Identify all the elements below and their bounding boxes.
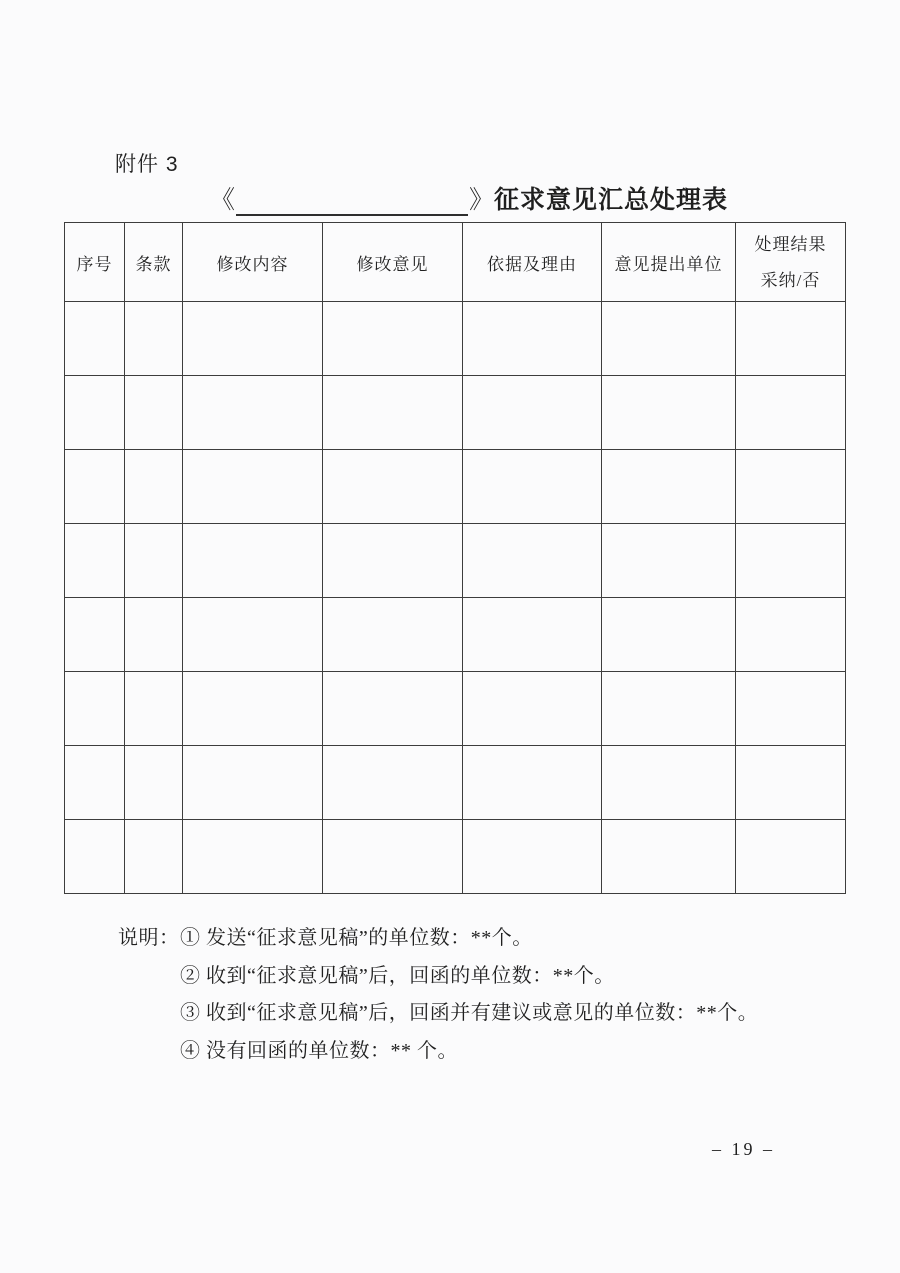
empty-cell xyxy=(125,672,183,746)
empty-cell xyxy=(65,302,125,376)
empty-cell xyxy=(463,820,602,894)
empty-cell xyxy=(65,820,125,894)
empty-cell xyxy=(602,672,736,746)
empty-cell xyxy=(183,598,323,672)
table-row xyxy=(65,450,846,524)
empty-cell xyxy=(183,302,323,376)
empty-cell xyxy=(125,524,183,598)
empty-cell xyxy=(463,746,602,820)
page-number: – 19 – xyxy=(712,1139,775,1159)
attachment-label: 附件 3 xyxy=(115,153,179,176)
header-processing-result xyxy=(736,223,846,302)
empty-cell xyxy=(736,376,846,450)
empty-cell xyxy=(463,598,602,672)
empty-cell xyxy=(463,672,602,746)
header-modification-opinion: 修改意见 xyxy=(323,223,463,302)
header-serial-number: 序号 xyxy=(65,223,125,302)
empty-cell xyxy=(323,524,463,598)
empty-cell xyxy=(125,598,183,672)
empty-cell xyxy=(183,746,323,820)
empty-cell xyxy=(323,820,463,894)
notes-label: 说明： xyxy=(118,927,180,949)
header-proposing-unit: 意见提出单位 xyxy=(602,223,736,302)
header-processing-result-line2: 采纳/否 xyxy=(760,270,821,290)
header-basis-reason: 依据及理由 xyxy=(463,223,602,302)
empty-cell xyxy=(463,524,602,598)
empty-cell xyxy=(125,302,183,376)
note-text: ④ 没有回函的单位数：** 个。 xyxy=(180,1039,458,1062)
empty-cell xyxy=(323,598,463,672)
empty-cell xyxy=(602,302,736,376)
note-line xyxy=(118,996,758,1034)
empty-cell xyxy=(65,524,125,598)
document-title xyxy=(210,186,728,216)
empty-cell xyxy=(125,376,183,450)
comment-summary-table xyxy=(64,222,846,894)
empty-cell xyxy=(736,524,846,598)
empty-cell xyxy=(65,672,125,746)
empty-cell xyxy=(323,376,463,450)
empty-cell xyxy=(65,598,125,672)
title-close-bracket: 》 xyxy=(469,187,495,214)
table-row xyxy=(65,302,846,376)
note-text: ② 收到“征求意见稿”后，回函的单位数：**个。 xyxy=(180,964,615,987)
empty-cell xyxy=(125,450,183,524)
note-line xyxy=(118,959,758,997)
note-text: ③ 收到“征求意见稿”后，回函并有建议或意见的单位数：**个。 xyxy=(180,1002,759,1024)
empty-cell xyxy=(736,672,846,746)
header-modified-content: 修改内容 xyxy=(183,223,323,302)
table-body xyxy=(65,302,846,894)
empty-cell xyxy=(736,302,846,376)
empty-cell xyxy=(183,672,323,746)
table-row xyxy=(65,376,846,450)
empty-cell xyxy=(65,450,125,524)
note-line xyxy=(118,1034,758,1072)
table-row xyxy=(65,598,846,672)
empty-cell xyxy=(125,746,183,820)
empty-cell xyxy=(65,376,125,450)
note-text: ① 发送“征求意见稿”的单位数：**个。 xyxy=(180,927,533,949)
title-text: 征求意见汇总处理表 xyxy=(494,187,729,214)
notes-block xyxy=(118,921,758,1071)
empty-cell xyxy=(736,746,846,820)
table-header-row xyxy=(65,223,846,302)
empty-cell xyxy=(183,376,323,450)
empty-cell xyxy=(65,746,125,820)
table-row xyxy=(65,672,846,746)
empty-cell xyxy=(736,598,846,672)
empty-cell xyxy=(736,450,846,524)
empty-cell xyxy=(602,376,736,450)
empty-cell xyxy=(463,302,602,376)
table-row xyxy=(65,746,846,820)
empty-cell xyxy=(736,820,846,894)
empty-cell xyxy=(323,450,463,524)
title-blank-underline xyxy=(236,189,468,216)
empty-cell xyxy=(602,598,736,672)
empty-cell xyxy=(602,746,736,820)
empty-cell xyxy=(602,450,736,524)
empty-cell xyxy=(183,450,323,524)
empty-cell xyxy=(602,820,736,894)
table-row xyxy=(65,524,846,598)
header-clause: 条款 xyxy=(125,223,183,302)
title-open-bracket: 《 xyxy=(210,187,236,214)
empty-cell xyxy=(602,524,736,598)
header-processing-result-line1: 处理结果 xyxy=(754,234,827,254)
note-line xyxy=(118,921,758,959)
empty-cell xyxy=(323,672,463,746)
empty-cell xyxy=(323,746,463,820)
empty-cell xyxy=(463,450,602,524)
empty-cell xyxy=(125,820,183,894)
empty-cell xyxy=(323,302,463,376)
empty-cell xyxy=(183,820,323,894)
empty-cell xyxy=(463,376,602,450)
table-row xyxy=(65,820,846,894)
empty-cell xyxy=(183,524,323,598)
